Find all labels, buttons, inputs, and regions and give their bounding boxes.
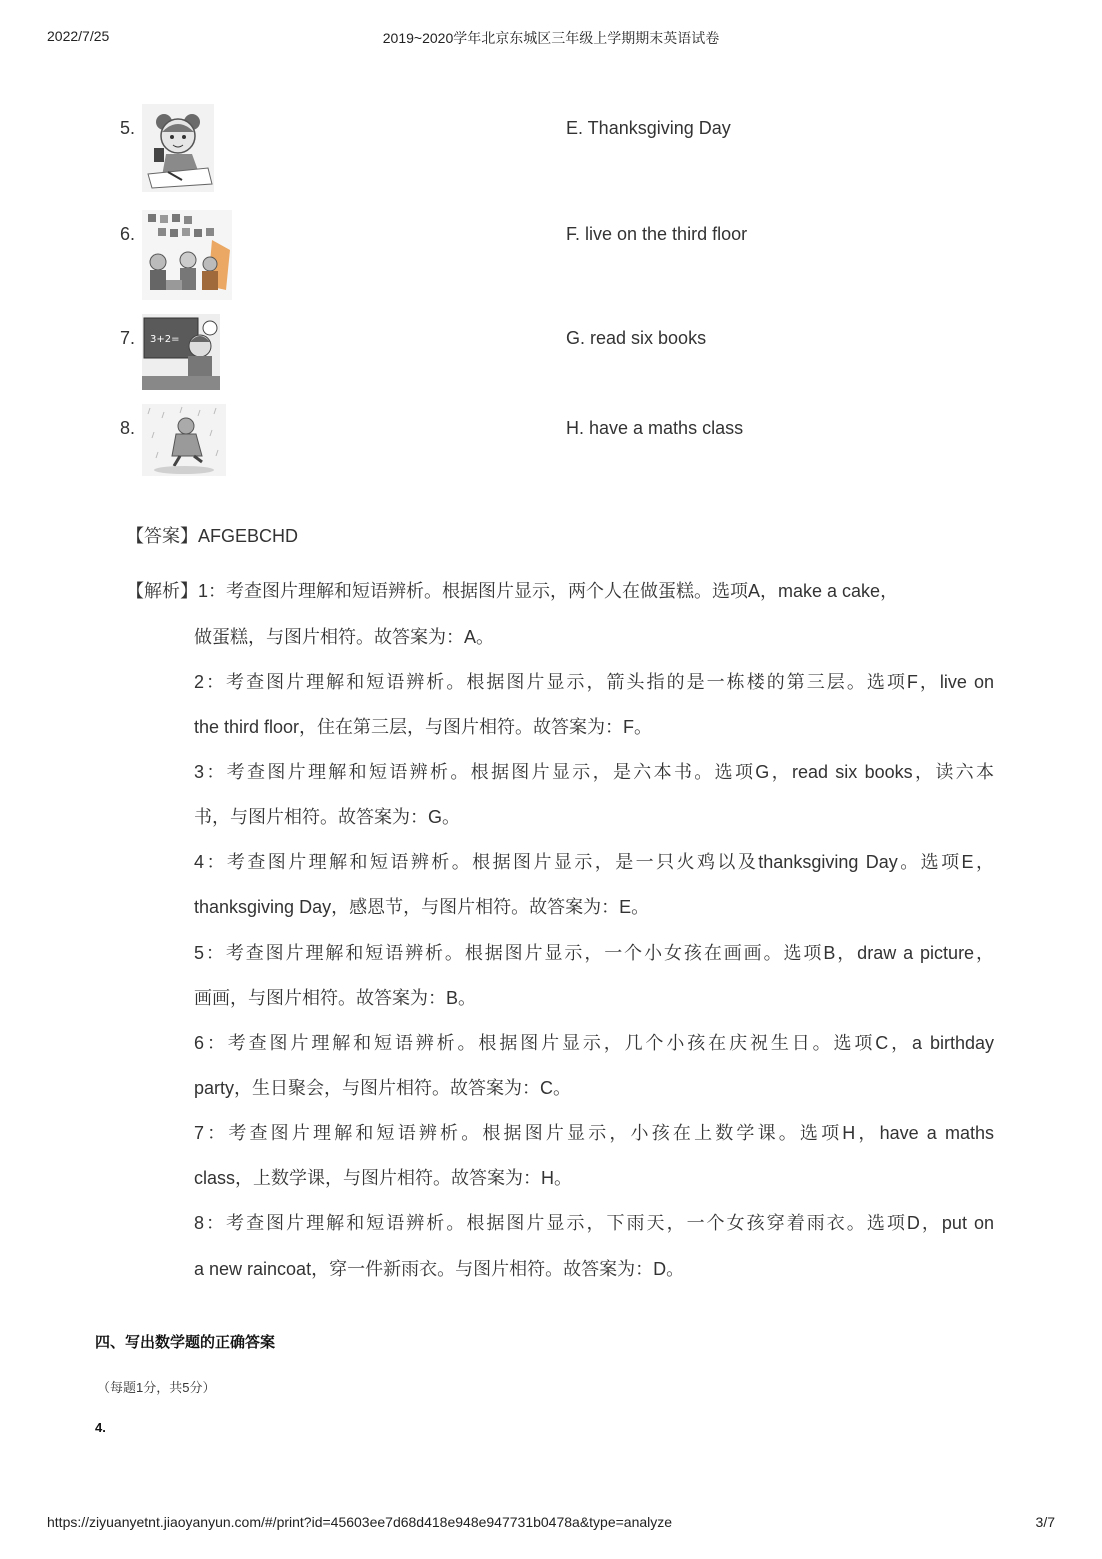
analysis-line: 6：考查图片理解和短语辨析。根据图片显示，几个小孩在庆祝生日。选项C，a birthday [194,1033,994,1053]
girl-in-rain-picture [142,404,226,476]
header-date: 2022/7/25 [47,28,110,44]
birthday-party-picture [142,210,232,300]
item-number: 7. [120,328,136,348]
analysis-line: 2：考查图片理解和短语辨析。根据图片显示，箭头指的是一栋楼的第三层。选项F，live on [194,672,994,692]
item-number: 6. [120,224,136,244]
analysis-line: thanksgiving Day，感恩节，与图片相符。故答案为：E。 [194,897,650,917]
analysis-line: 画画，与图片相符。故答案为：B。 [194,988,477,1008]
option-g: G. read six books [566,328,707,348]
header-title: 2019~2020学年北京东城区三年级上学期期末英语试卷 [382,30,720,46]
option-e: E. Thanksgiving Day [566,118,731,138]
footer-url: https://ziyuanyetnt.jiaoyanyun.com/#/print?id=45603ee7d68d418e948e947731b0478a&type=analyze [47,1514,673,1530]
analysis-line: 7：考查图片理解和短语辨析。根据图片显示，小孩在上数学课。选项H，have a maths [194,1123,994,1143]
item-number: 5. [120,118,136,138]
analysis-line: a new raincoat，穿一件新雨衣。与图片相符。故答案为：D。 [194,1259,685,1279]
analysis-line: 5：考查图片理解和短语辨析。根据图片显示，一个小女孩在画画。选项B，draw a picture， [194,943,994,963]
item-number: 8. [120,418,136,438]
svg-text:3+2=: 3+2= [150,334,180,345]
maths-class-picture [142,314,220,390]
analysis-line: class，上数学课，与图片相符。故答案为：H。 [194,1168,573,1188]
option-f: F. live on the third floor [566,224,748,244]
analysis-line: 3：考查图片理解和短语辨析。根据图片显示，是六本书。选项G，read six books，读六本 [194,762,994,782]
analysis-line: 做蛋糕，与图片相符。故答案为：A。 [194,627,495,647]
analysis-line: 4：考查图片理解和短语辨析。根据图片显示，是一只火鸡以及thanksgiving Day。选项E， [194,852,994,872]
section-title: 四、写出数学题的正确答案 [95,1334,276,1351]
analysis-line: party，生日聚会，与图片相符。故答案为：C。 [194,1078,572,1098]
section-subtitle: （每题1分，共5分） [97,1380,216,1395]
girl-drawing-picture [142,104,214,192]
answer-line: 【答案】AFGEBCHD [126,526,299,546]
option-h: H. have a maths class [566,418,744,438]
analysis-heading: 【解析】1：考查图片理解和短语辨析。根据图片显示，两个人在做蛋糕。选项A，make a cake， [126,581,899,601]
analysis-line: 书，与图片相符。故答案为：G。 [194,807,460,827]
analysis-line: 8：考查图片理解和短语辨析。根据图片显示，下雨天，一个女孩穿着雨衣。选项D，put on [194,1213,994,1233]
question-number: 4. [95,1420,106,1435]
analysis-line: the third floor，住在第三层，与图片相符。故答案为：F。 [194,717,653,737]
footer-page-number: 3/7 [1035,1514,1055,1530]
